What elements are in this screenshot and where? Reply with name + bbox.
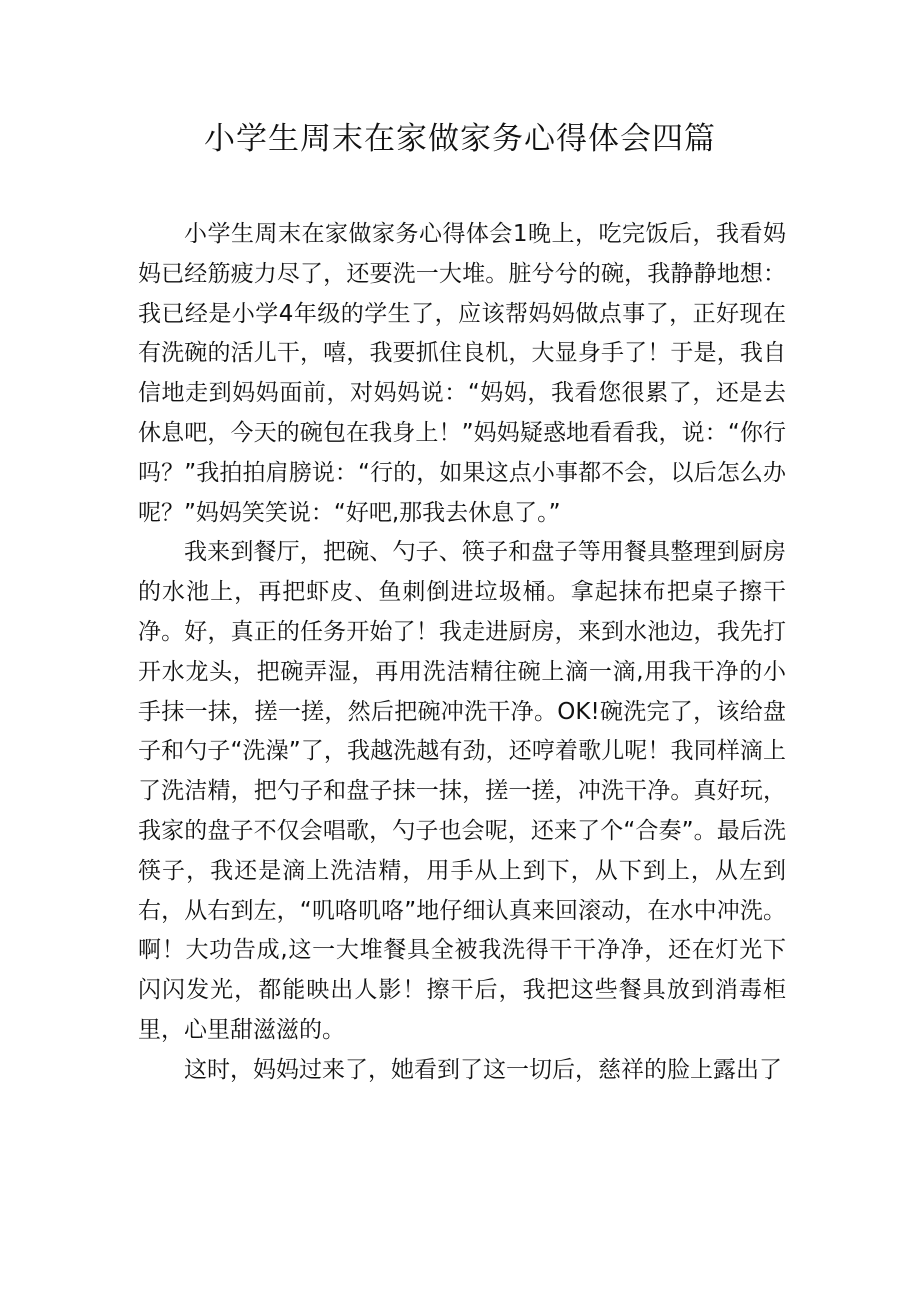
paragraph-3: 这时，妈妈过来了，她看到了这一切后，慈祥的脸上露出了 [184, 1056, 782, 1083]
document-body [138, 215, 786, 1091]
document-title: 小学生周末在家做家务心得体会四篇 [204, 121, 716, 157]
paragraph-2: 我来到餐厅，把碗、勺子、筷子和盘子等用餐具整理到厨房的水池上，再把虾皮、鱼刺倒进垃圾桶。拿起抹布把桌子擦干净。好，真正的任务开始了！我走进厨房，来到水池边，我先打开水龙头，把碗弄湿，再用洗洁精往碗上滴一滴,用我干净的小手抹一抹，搓一搓，然后把碗冲洗干净。OK!碗洗完了，该给盘子和勺子“洗澡”了，我越洗越有劲，还哼着歌儿呢！我同样滴上了洗洁精，把勺子和盘子抹一抹，搓一搓，冲洗干净。真好玩，我家的盘子不仅会唱歌，勺子也会呢，还来了个“合奏”。最后洗筷子，我还是滴上洗洁精，用手从上到下，从下到上，从左到右，从右到左，“叽咯叽咯”地仔细认真来回滚动，在水中冲洗。啊！大功告成,这一大堆餐具全被我洗得干干净净，还在灯光下闪闪发光，都能映出人影！擦干后，我把这些餐具放到消毒柜里，心里甜滋滋的。 [138, 539, 786, 1043]
paragraph-1: 小学生周末在家做家务心得体会1晚上，吃完饭后，我看妈妈已经筋疲力尽了，还要洗一大堆。脏兮兮的碗，我静静地想：我已经是小学4年级的学生了，应该帮妈妈做点事了，正好现在有洗碗的活儿干，嘻，我要抓住良机，大显身手了！于是，我自信地走到妈妈面前，对妈妈说：“妈妈，我看您很累了，还是去休息吧，今天的碗包在我身上！”妈妈疑惑地看看我，说：“你行吗？”我拍拍肩膀说：“行的，如果这点小事都不会，以后怎么办呢？”妈妈笑笑说：“好吧,那我去休息了。” [138, 221, 786, 526]
